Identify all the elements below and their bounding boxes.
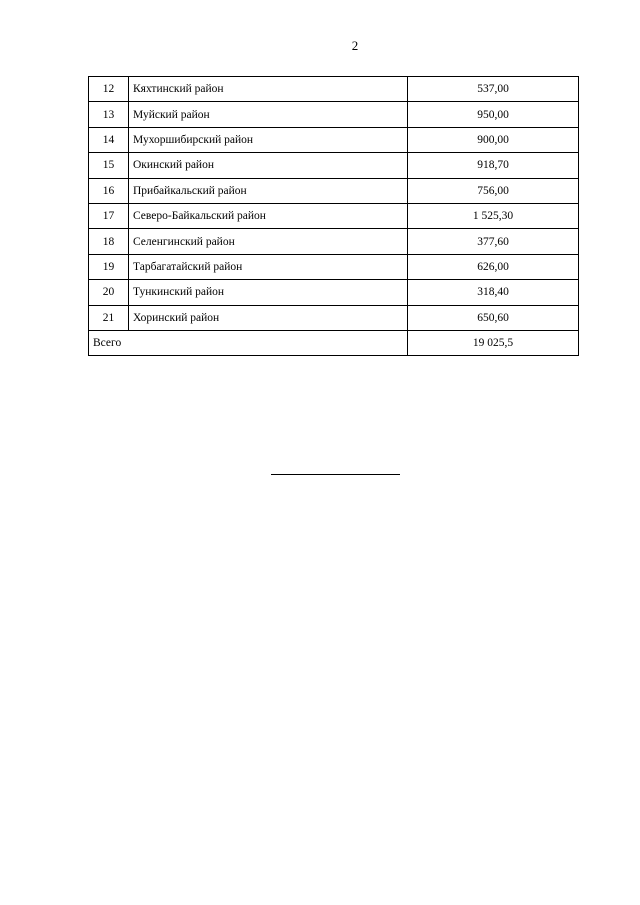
district-name: Селенгинский район	[129, 229, 408, 254]
district-value: 918,70	[408, 153, 579, 178]
district-name: Северо-Байкальский район	[129, 203, 408, 228]
district-value: 650,60	[408, 305, 579, 330]
row-number: 18	[89, 229, 129, 254]
total-label: Всего	[89, 330, 408, 355]
row-number: 17	[89, 203, 129, 228]
row-number: 21	[89, 305, 129, 330]
row-number: 14	[89, 127, 129, 152]
district-value: 318,40	[408, 280, 579, 305]
table-row	[89, 305, 579, 330]
table-row	[89, 178, 579, 203]
table-row	[89, 229, 579, 254]
row-number: 13	[89, 102, 129, 127]
row-number: 12	[89, 77, 129, 102]
table-row	[89, 254, 579, 279]
district-name: Окинский район	[129, 153, 408, 178]
row-number: 20	[89, 280, 129, 305]
district-value: 756,00	[408, 178, 579, 203]
total-row	[89, 330, 579, 355]
district-name: Мухоршибирский район	[129, 127, 408, 152]
district-name: Кяхтинский район	[129, 77, 408, 102]
district-value: 377,60	[408, 229, 579, 254]
district-name: Прибайкальский район	[129, 178, 408, 203]
closing-rule	[271, 474, 400, 475]
table-row	[89, 77, 579, 102]
district-value: 900,00	[408, 127, 579, 152]
district-value: 950,00	[408, 102, 579, 127]
district-value: 1 525,30	[408, 203, 579, 228]
district-name: Муйский район	[129, 102, 408, 127]
table-row	[89, 127, 579, 152]
row-number: 19	[89, 254, 129, 279]
district-name: Тункинский район	[129, 280, 408, 305]
page-number: 2	[351, 38, 359, 53]
district-name: Хоринский район	[129, 305, 408, 330]
row-number: 15	[89, 153, 129, 178]
district-table	[88, 76, 579, 356]
district-name: Тарбагатайский район	[129, 254, 408, 279]
table-row	[89, 203, 579, 228]
table-row	[89, 102, 579, 127]
table-row	[89, 280, 579, 305]
row-number: 16	[89, 178, 129, 203]
total-value: 19 025,5	[408, 330, 579, 355]
district-value: 626,00	[408, 254, 579, 279]
district-value: 537,00	[408, 77, 579, 102]
table-row	[89, 153, 579, 178]
